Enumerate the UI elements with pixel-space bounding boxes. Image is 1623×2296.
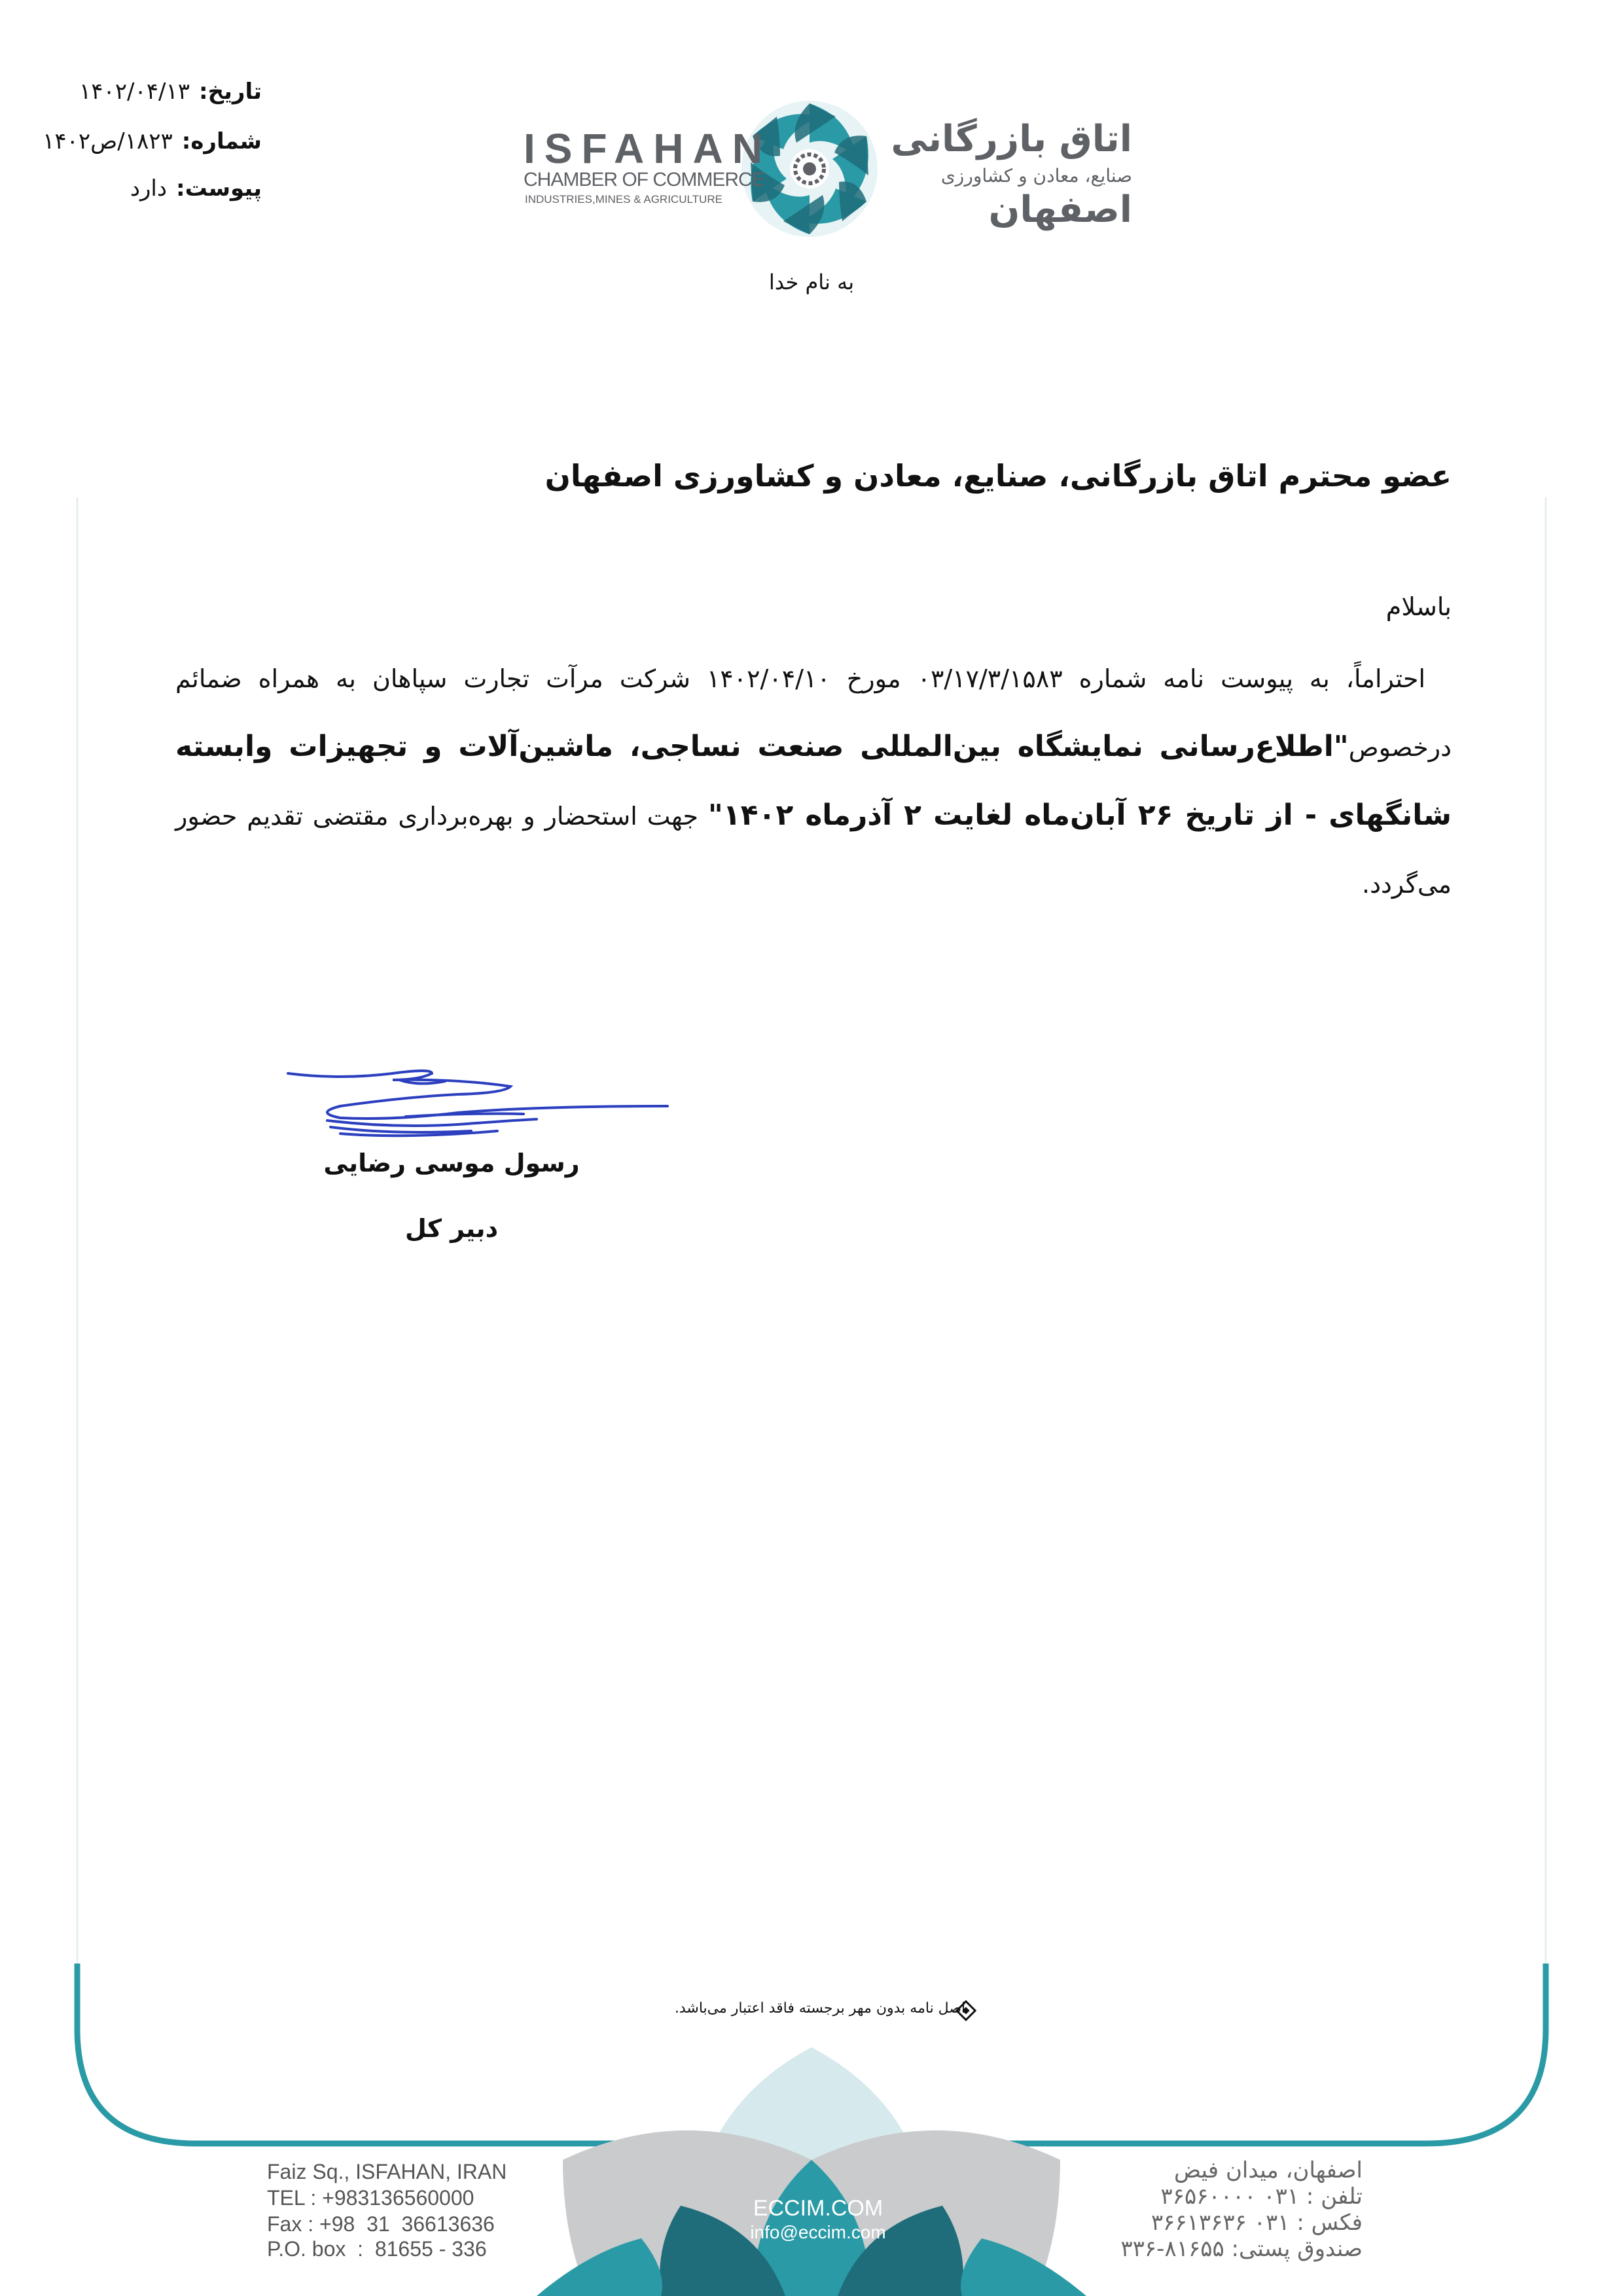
attachment-row xyxy=(26,175,262,202)
attachment-label: پیوست: xyxy=(176,175,262,202)
footer-en-pobox: P.O. box : 81655 - 336 xyxy=(267,2237,487,2261)
footer-en-tel: TEL : +983136560000 xyxy=(267,2186,474,2210)
letter-body xyxy=(175,645,1452,918)
footer-email: info@eccim.com xyxy=(750,2222,886,2242)
seal-note-text: اصل نامه بدون مهر برجسته فاقد اعتبار می‌باشد. xyxy=(674,2000,966,2017)
recipient-heading: عضو محترم اتاق بازرگانی، صنایع، معادن و کشاورزی اصفهان xyxy=(544,458,1452,493)
date-row xyxy=(26,79,262,105)
footer-ornament xyxy=(537,2047,1086,2296)
logo-en-line3: INDUSTRIES,MINES & AGRICULTURE xyxy=(525,193,722,206)
logo-fa-line1: اتاق بازرگانی xyxy=(891,118,1132,160)
date-value: ۱۴۰۲/۰۴/۱۳ xyxy=(79,79,190,105)
number-row xyxy=(26,128,262,154)
footer-fa-pobox: صندوق پستی: ۸۱۶۵۵-۳۳۶ xyxy=(1120,2236,1363,2262)
bismillah: به نام خدا xyxy=(768,270,855,295)
signature-scribble xyxy=(288,1071,668,1136)
seal-note xyxy=(0,2000,1623,2017)
chamber-logo xyxy=(510,98,1152,249)
footer-en-address: Faiz Sq., ISFAHAN, IRAN xyxy=(267,2160,507,2183)
number-label: شماره: xyxy=(181,128,262,154)
signer-title: دبیر کل xyxy=(404,1214,499,1243)
number-value: ۱۸۲۳/ص۱۴۰۲ xyxy=(43,128,173,154)
date-label: تاریخ: xyxy=(199,79,262,105)
body-bold: "اطلاع‌رسانی نمایشگاه بین‌المللی صنعت نساجی، ماشین‌آلات و تجهیزات وابسته شانگهای - از تاریخ ۲۶ آبان‌ماه لغایت ۲ آذرماه ۱۴۰۲" xyxy=(175,730,1452,832)
logo-fa-line2: صنایع، معادن و کشاورزی xyxy=(940,165,1132,187)
footer-en-fax: Fax : +98 31 36613636 xyxy=(267,2212,495,2236)
logo-en-line2: CHAMBER OF COMMERCE xyxy=(524,169,764,190)
body-part2: جهت استحضار و بهره‌برداری مقتضی تقدیم حضور می‌گردد. xyxy=(175,802,1452,899)
footer-fa-tel: تلفن : ۰۳۱ ۳۶۵۶۰۰۰۰ xyxy=(1160,2183,1363,2210)
footer-website: ECCIM.COM xyxy=(753,2196,883,2221)
logo-en-name: ISFAHAN xyxy=(524,125,772,172)
signer-name: رسول موسی رضایی xyxy=(323,1149,580,1177)
body-part1: احتراماً، به پیوست نامه شماره ۰۳/۱۷/۳/۱۵۸۳ مورخ ۱۴۰۲/۰۴/۱۰ شرکت مرآت تجارت سپاهان به همراه ضمائم درخصوص xyxy=(175,664,1452,762)
footer-fa-address: اصفهان، میدان فیض xyxy=(1173,2157,1363,2183)
attachment-value: دارد xyxy=(130,175,167,202)
footer-fa-fax: فکس : ۰۳۱ ۳۶۶۱۳۶۳۶ xyxy=(1150,2210,1363,2236)
logo-fa-line3: اصفهان xyxy=(988,188,1132,231)
greeting: باسلام xyxy=(1385,592,1452,621)
